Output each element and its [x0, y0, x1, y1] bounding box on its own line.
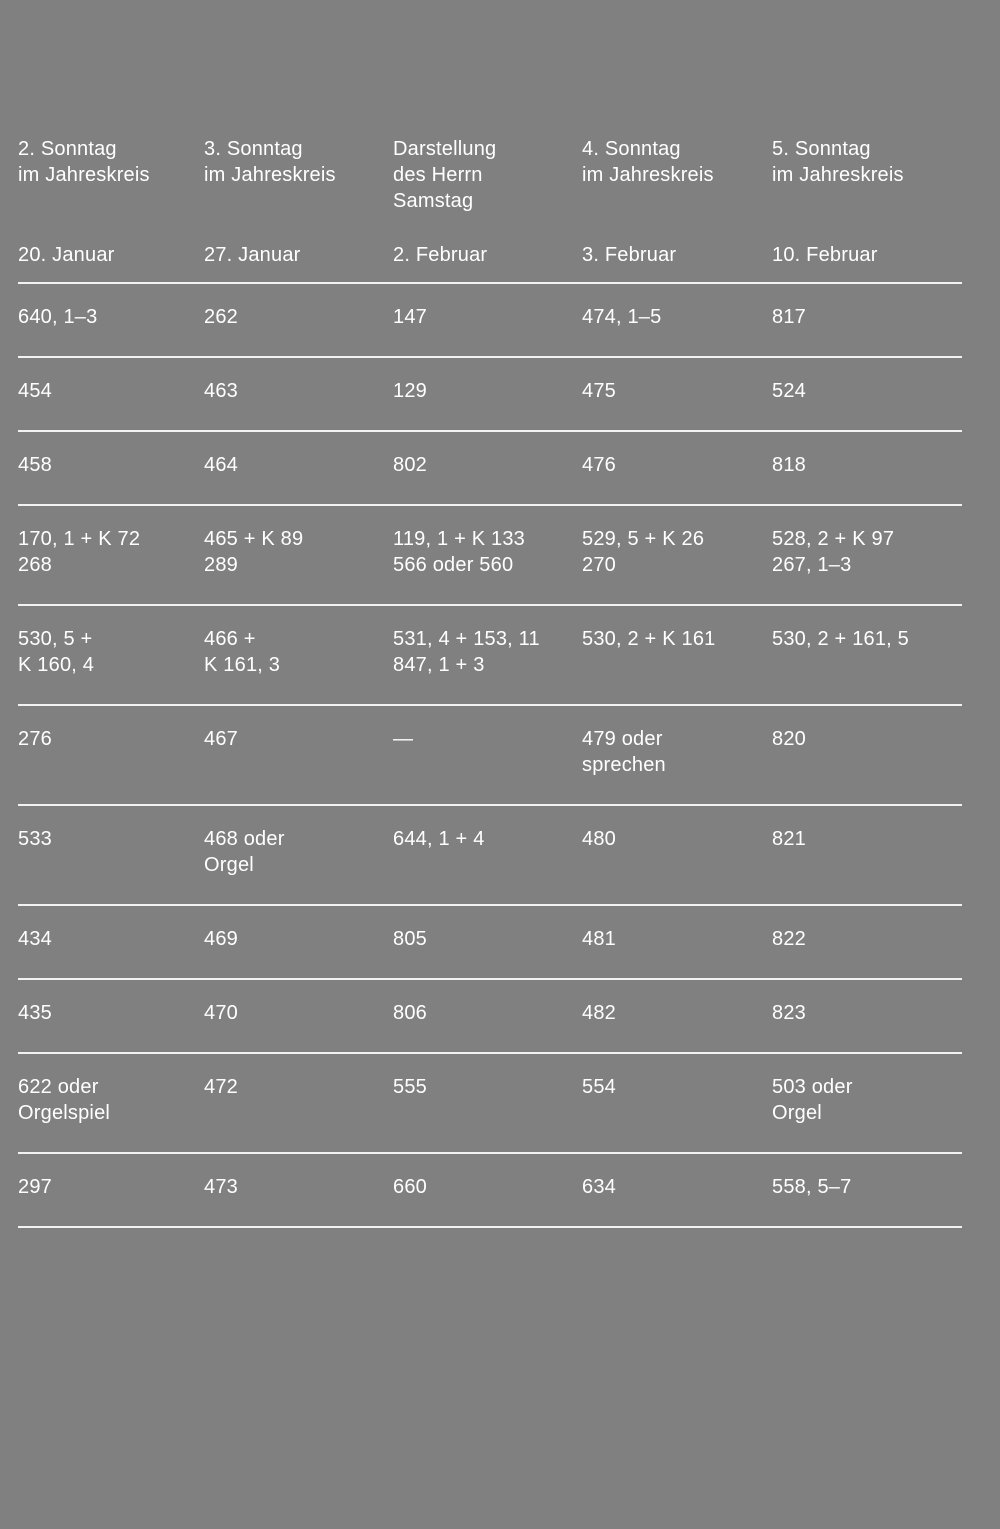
header-title-row [18, 136, 962, 242]
table-cell: 805 [393, 928, 427, 950]
header-title-cell: Darstellung des Herrn Samstag [393, 138, 497, 212]
table-row [18, 284, 962, 356]
header-title-cell: 3. Sonntag im Jahreskreis [204, 138, 336, 186]
table-cell: 465 + K 89 289 [204, 528, 304, 576]
table-row [18, 1054, 962, 1152]
table-cell: 558, 5–7 [772, 1176, 852, 1198]
table-cell: 476 [582, 454, 616, 476]
header-date-cell: 20. Januar [18, 244, 115, 266]
table-cell: 820 [772, 728, 806, 750]
table-cell: 528, 2 + K 97 267, 1–3 [772, 528, 895, 576]
table-row [18, 980, 962, 1052]
table-cell: 481 [582, 928, 616, 950]
header-title-cell: 4. Sonntag im Jahreskreis [582, 138, 714, 186]
table-row [18, 806, 962, 904]
table-cell: 466 + K 161, 3 [204, 628, 281, 676]
table-cell: 480 [582, 828, 616, 850]
table-cell: 473 [204, 1176, 238, 1198]
table-cell: 806 [393, 1002, 427, 1024]
table-cell: 170, 1 + K 72 268 [18, 528, 141, 576]
header-title-cell: 5. Sonntag im Jahreskreis [772, 138, 904, 186]
table-cell: 147 [393, 306, 427, 328]
table-cell: 479 oder sprechen [582, 728, 666, 776]
table-cell: 529, 5 + K 26 270 [582, 528, 705, 576]
table-cell: 482 [582, 1002, 616, 1024]
table-cell: 530, 2 + K 161 [582, 628, 716, 650]
table-cell: 802 [393, 454, 427, 476]
header-date-cell: 3. Februar [582, 244, 677, 266]
table-cell: 817 [772, 306, 806, 328]
table-cell: 470 [204, 1002, 238, 1024]
table-cell: 533 [18, 828, 52, 850]
table-row [18, 358, 962, 430]
table-row [18, 906, 962, 978]
table-row [18, 606, 962, 704]
table-cell: 434 [18, 928, 52, 950]
table-cell: 297 [18, 1176, 52, 1198]
table-cell: 530, 5 + K 160, 4 [18, 628, 95, 676]
table-cell: 503 oder Orgel [772, 1076, 853, 1124]
table-cell: 454 [18, 380, 52, 402]
table-row [18, 506, 962, 604]
header-date-cell: 2. Februar [393, 244, 488, 266]
table-cell: 821 [772, 828, 806, 850]
table-cell: 435 [18, 1002, 52, 1024]
table-row [18, 432, 962, 504]
table-cell: 467 [204, 728, 238, 750]
table-cell: 276 [18, 728, 52, 750]
table-cell: 472 [204, 1076, 238, 1098]
table-cell: 469 [204, 928, 238, 950]
table-cell: 818 [772, 454, 806, 476]
table-cell: 458 [18, 454, 52, 476]
table-cell: 640, 1–3 [18, 306, 98, 328]
table-cell: 524 [772, 380, 806, 402]
table-cell: 554 [582, 1076, 616, 1098]
table-cell: 555 [393, 1076, 427, 1098]
table-cell: 464 [204, 454, 238, 476]
table-cell: 531, 4 + 153, 11 847, 1 + 3 [393, 628, 540, 676]
hymn-schedule-table [18, 136, 962, 1228]
header-title-cell: 2. Sonntag im Jahreskreis [18, 138, 150, 186]
table-cell: 468 oder Orgel [204, 828, 285, 876]
table-cell: 119, 1 + K 133 566 oder 560 [393, 528, 525, 576]
table-cell: 622 oder Orgelspiel [18, 1076, 111, 1124]
table-row [18, 1154, 962, 1226]
table-cell: 660 [393, 1176, 427, 1198]
table-cell: 644, 1 + 4 [393, 828, 485, 850]
table-cell: 634 [582, 1176, 616, 1198]
table-cell: — [393, 728, 414, 750]
table-cell: 474, 1–5 [582, 306, 662, 328]
table-cell: 475 [582, 380, 616, 402]
row-divider [18, 1226, 962, 1228]
header-date-cell: 27. Januar [204, 244, 301, 266]
table-cell: 262 [204, 306, 238, 328]
table-cell: 823 [772, 1002, 806, 1024]
header-date-cell: 10. Februar [772, 244, 878, 266]
table-cell: 463 [204, 380, 238, 402]
table-cell: 822 [772, 928, 806, 950]
table-cell: 129 [393, 380, 427, 402]
table-cell: 530, 2 + 161, 5 [772, 628, 910, 650]
table-row [18, 706, 962, 804]
header-date-row [18, 242, 962, 282]
